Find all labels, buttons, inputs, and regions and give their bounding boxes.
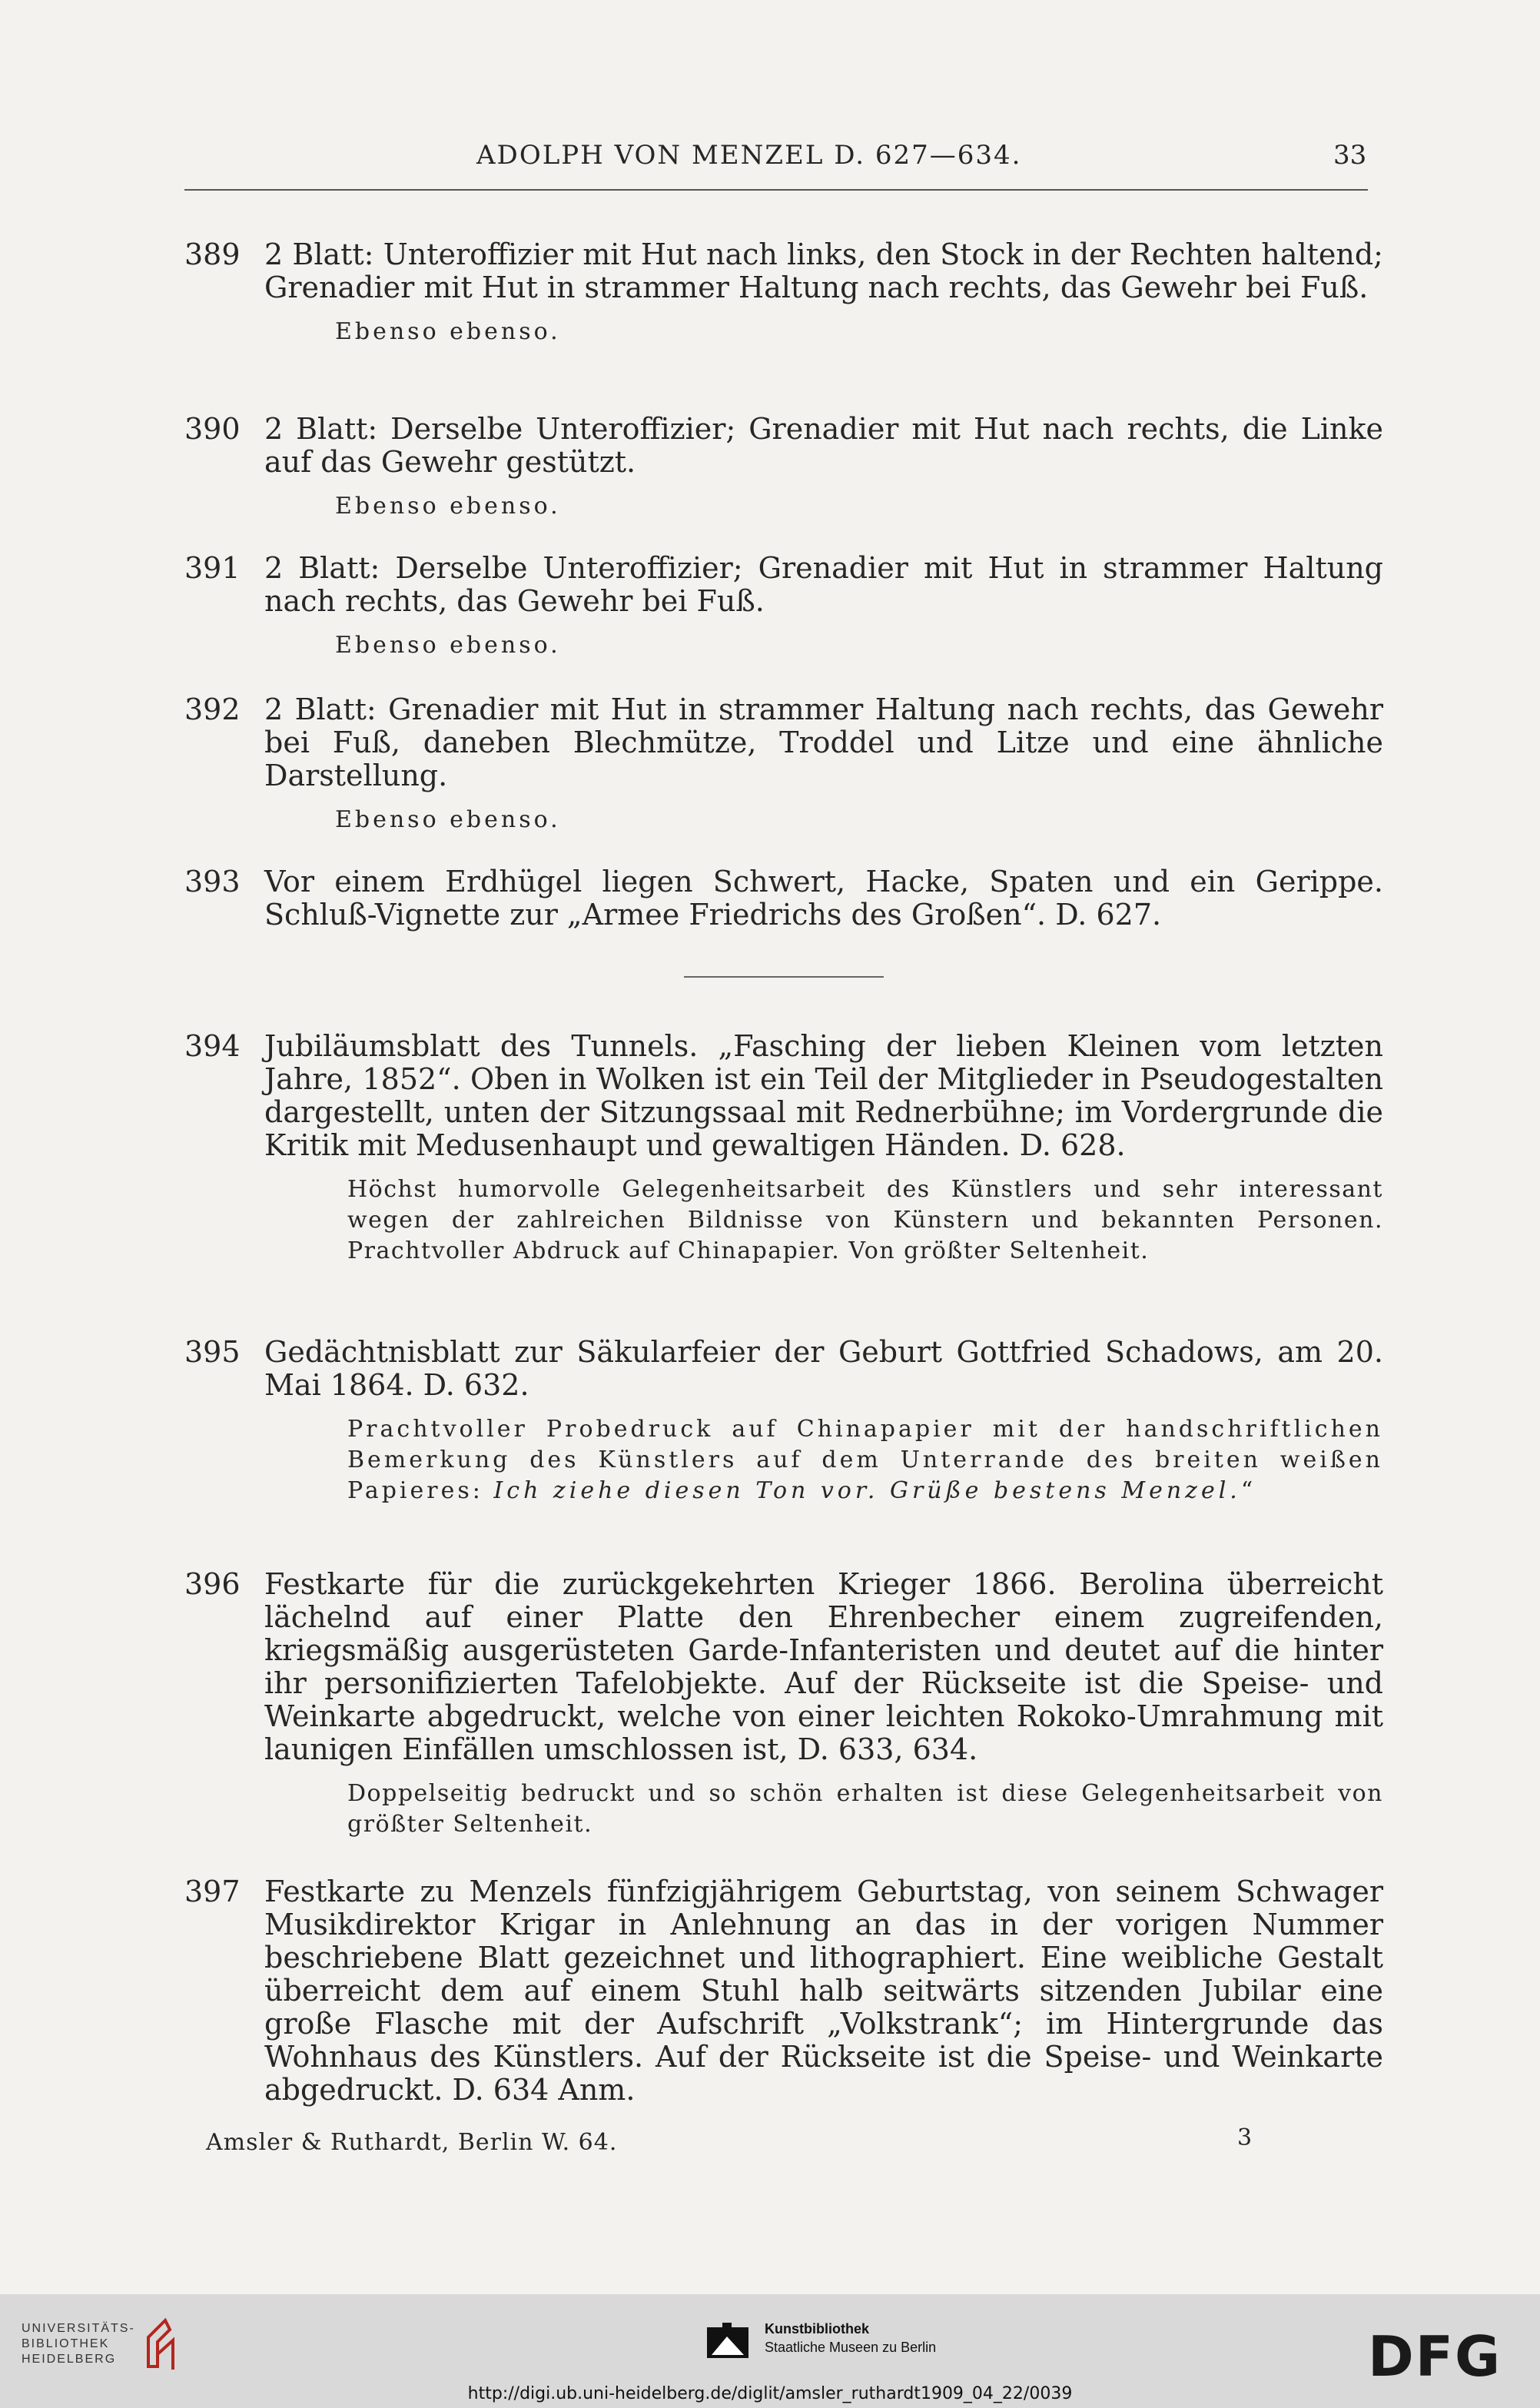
entry-number: 393	[184, 865, 241, 898]
entry-note: Ebenso ebenso.	[335, 318, 561, 345]
entry-number: 391	[184, 551, 241, 585]
publisher-imprint: Amsler & Ruthardt, Berlin W. 64.	[206, 2129, 618, 2156]
entry-number: 394	[184, 1029, 241, 1063]
note-closing-quote: “	[1240, 1477, 1256, 1504]
ub-heidelberg-logo[interactable]	[22, 2321, 135, 2367]
entry-note	[347, 1414, 1383, 1506]
page-number: 33	[1333, 140, 1367, 171]
dfg-logo[interactable]: DFG	[1368, 2324, 1502, 2389]
section-separator	[684, 976, 884, 978]
catalog-entry-389	[184, 238, 1383, 347]
catalog-entry-392	[184, 693, 1383, 835]
ub-emblem-icon	[142, 2317, 181, 2373]
entry-number: 395	[184, 1335, 241, 1369]
entry-text: Festkarte zu Menzels fünfzigjährigem Geburtstag, von seinem Schwager Musikdirektor Krigar in Anlehnung an das in der vorigen Nummer beschriebene Blatt gezeichnet und lithographiert. Eine weibliche Gestalt überreicht dem auf einem Stuhl halb seitwärts sitzenden Jubilar eine große Flasche mit der Aufschrift „Volkstrank“; im Hintergrunde das Wohnhaus des Künstlers. Auf der Rückseite ist die Speise- und Weinkarte abgedruckt. D. 634 Anm.	[264, 1875, 1383, 2107]
ub-logo-line: UNIVERSITÄTS-	[22, 2322, 135, 2335]
running-header	[0, 140, 1540, 171]
entry-number: 392	[184, 693, 241, 726]
entry-text: 2 Blatt: Derselbe Unteroffizier; Grenadier mit Hut nach rechts, die Linke auf das Gewehr gestützt.	[264, 412, 1383, 479]
catalog-entry-390	[184, 413, 1383, 522]
entry-number: 389	[184, 237, 241, 271]
entry-number: 397	[184, 1875, 241, 1908]
entry-text: Vor einem Erdhügel liegen Schwert, Hacke, Spaten und ein Gerippe. Schluß-Vignette zur „Armee Friedrichs des Großen“. D. 627.	[264, 865, 1383, 932]
entry-text: Festkarte für die zurückgekehrten Krieger 1866. Berolina überreicht lächelnd auf einer Platte den Ehrenbecher einem zugreifenden, kriegsmäßig ausgerüsteten Garde-Infanteristen und deutet auf die hinter ihr personifizierten Tafelobjekte. Auf der Rückseite ist die Speise- und Weinkarte abgedruckt, welche von einer leichten Rokoko-Umrahmung mit launigen Einfällen umschlossen ist, D. 633, 634.	[264, 1567, 1383, 1766]
entry-note: Höchst humorvolle Gelegenheitsarbeit des Künstlers und sehr interessant wegen der zahlreichen Bildnisse von Künstern und bekannten Personen. Prachtvoller Abdruck auf Chinapapier. Von größter Seltenheit.	[347, 1176, 1383, 1264]
signature-mark: 3	[1237, 2124, 1253, 2151]
note-text: Prachtvoller Probedruck auf Chinapapier mit der handschriftlichen Bemerkung des Künstlers auf dem Unterrande des breiten weißen Papieres:	[347, 1416, 1383, 1504]
permalink-url[interactable]: http://digi.ub.uni-heidelberg.de/diglit/amsler_ruthardt1909_04_22/0039	[467, 2384, 1073, 2403]
catalog-entry-391	[184, 552, 1383, 661]
ub-logo-line: HEIDELBERG	[22, 2353, 117, 2366]
kunstbibliothek-label[interactable]	[765, 2320, 936, 2357]
catalog-entry-397	[184, 1875, 1383, 2107]
entry-note: Ebenso ebenso.	[335, 632, 561, 659]
kb-title: Kunstbibliothek	[765, 2321, 869, 2337]
header-rule	[184, 189, 1368, 191]
entry-note: Ebenso ebenso.	[335, 806, 561, 833]
entry-text: Jubiläumsblatt des Tunnels. „Fasching der lieben Kleinen vom letzten Jahre, 1852“. Oben in Wolken ist ein Teil der Mitglieder in Pseudogestalten dargestellt, unten der Sitzungssaal mit Rednerbühne; im Vordergrunde die Kritik mit Medusenhaupt und gewaltigen Händen. D. 628.	[264, 1029, 1383, 1162]
entry-text: 2 Blatt: Grenadier mit Hut in strammer Haltung nach rechts, das Gewehr bei Fuß, daneben Blechmütze, Troddel und Litze und eine ähnliche Darstellung.	[264, 693, 1383, 792]
catalog-entry-395	[184, 1336, 1383, 1506]
entry-number: 396	[184, 1567, 241, 1601]
catalog-entry-393	[184, 865, 1383, 932]
ub-logo-line: BIBLIOTHEK	[22, 2337, 110, 2350]
catalog-entry-394	[184, 1030, 1383, 1267]
entry-number: 390	[184, 412, 241, 446]
handwritten-remark: Ich ziehe diesen Ton vor. Grüße bestens Menzel.	[493, 1477, 1241, 1504]
entry-text: 2 Blatt: Derselbe Unteroffizier; Grenadier mit Hut in strammer Haltung nach rechts, das Gewehr bei Fuß.	[264, 551, 1383, 618]
entry-text: Gedächtnisblatt zur Säkularfeier der Geburt Gottfried Schadows, am 20. Mai 1864. D. 632.	[264, 1335, 1383, 1402]
kb-subtitle: Staatliche Museen zu Berlin	[765, 2340, 937, 2355]
header-title: ADOLPH VON MENZEL D. 627—634.	[476, 140, 1022, 171]
entry-text: 2 Blatt: Unteroffizier mit Hut nach links, den Stock in der Rechten haltend; Grenadier mit Hut in strammer Haltung nach rechts, das Gewehr bei Fuß.	[264, 237, 1383, 304]
entry-note: Ebenso ebenso.	[335, 493, 561, 520]
kunstbibliothek-logo-icon	[705, 2321, 750, 2363]
catalog-entry-396	[184, 1568, 1383, 1840]
entry-note: Doppelseitig bedruckt und so schön erhalten ist diese Gelegenheitsarbeit von größter Seltenheit.	[347, 1780, 1383, 1838]
